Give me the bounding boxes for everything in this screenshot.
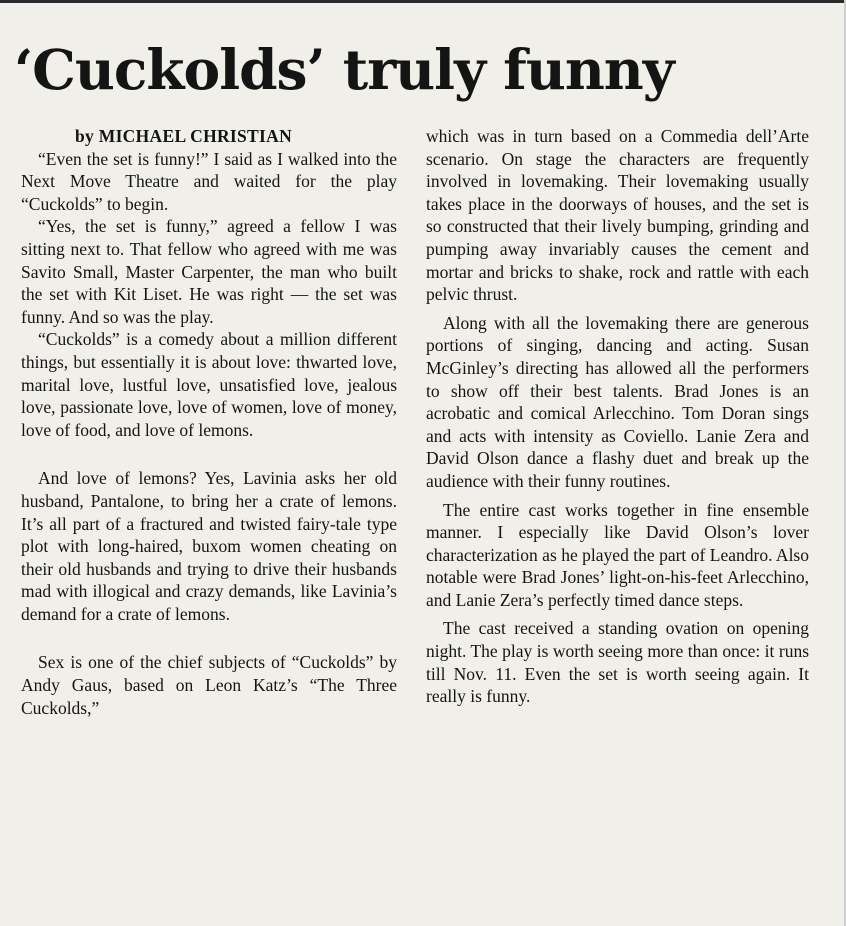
top-rule bbox=[0, 0, 846, 3]
article-paragraph: “Even the set is funny!” I said as I walked into the Next Move Theatre and waited for the play “Cuckolds” to begin. bbox=[21, 148, 397, 214]
article-paragraph: Sex is one of the chief subjects of “Cuckolds” by Andy Gaus, based on Leon Katz’s “The Three Cuckolds,” bbox=[21, 652, 397, 718]
article-paragraph: The entire cast works together in fine ensemble manner. I especially like David Olson’s lover characterization as he played the part of Leandro. Also notable were Brad Jones’ light-on-his-feet Arlecchino, and Lanie Zera’s perfectly timed dance steps. bbox=[426, 499, 809, 610]
article-paragraph: “Cuckolds” is a comedy about a million different things, but essentially it is about love: thwarted love, marital love, lustful love, unsatisfied love, jealous love, passionate love, love of women, love of money, love of food, and love of lemons. bbox=[21, 329, 397, 440]
article-paragraph: The cast received a standing ovation on opening night. The play is worth seeing more than once: it runs till Nov. 11. Even the set is worth seeing again. It really is funny. bbox=[426, 618, 809, 707]
article-paragraph: And love of lemons? Yes, Lavinia asks her old husband, Pantalone, to bring her a crate of lemons. It’s all part of a fractured and twisted fairy-tale type plot with long-haired, buxom women cheating on their old husbands and trying to drive their husbands mad with illogical and crazy demands, like Lavinia’s demand for a crate of lemons. bbox=[21, 468, 397, 624]
article-paragraph: which was in turn based on a Commedia dell’Arte scenario. On stage the characters are frequently involved in lovemaking. Their lovemaking usually takes place in the doorways of houses, and the set is so constructed that their lively bumping, grinding and pumping away invariably causes the cement and mortar and bricks to shake, rock and rattle with each pelvic thrust. bbox=[426, 126, 809, 305]
article-column-right bbox=[426, 125, 809, 708]
article-headline: ‘Cuckolds’ truly funny bbox=[14, 37, 674, 102]
article-paragraph: “Yes, the set is funny,” agreed a fellow I was sitting next to. That fellow who agreed with me was Savito Small, Master Carpenter, the man who built the set with Kit Liset. He was right — the set was funny. And so was the play. bbox=[21, 216, 397, 327]
article-paragraph: Along with all the lovemaking there are generous portions of singing, dancing and acting. Susan McGinley’s directing has allowed all the performers to show off their best talents. Brad Jones is an acrobatic and comical Arlecchino. Tom Doran sings and acts with intensity as Coviello. Lanie Zera and David Olson dance a flashy duet and break up the audience with their funny routines. bbox=[426, 312, 809, 491]
article-byline: by MICHAEL CHRISTIAN bbox=[75, 126, 293, 146]
article-column-left bbox=[21, 125, 397, 719]
